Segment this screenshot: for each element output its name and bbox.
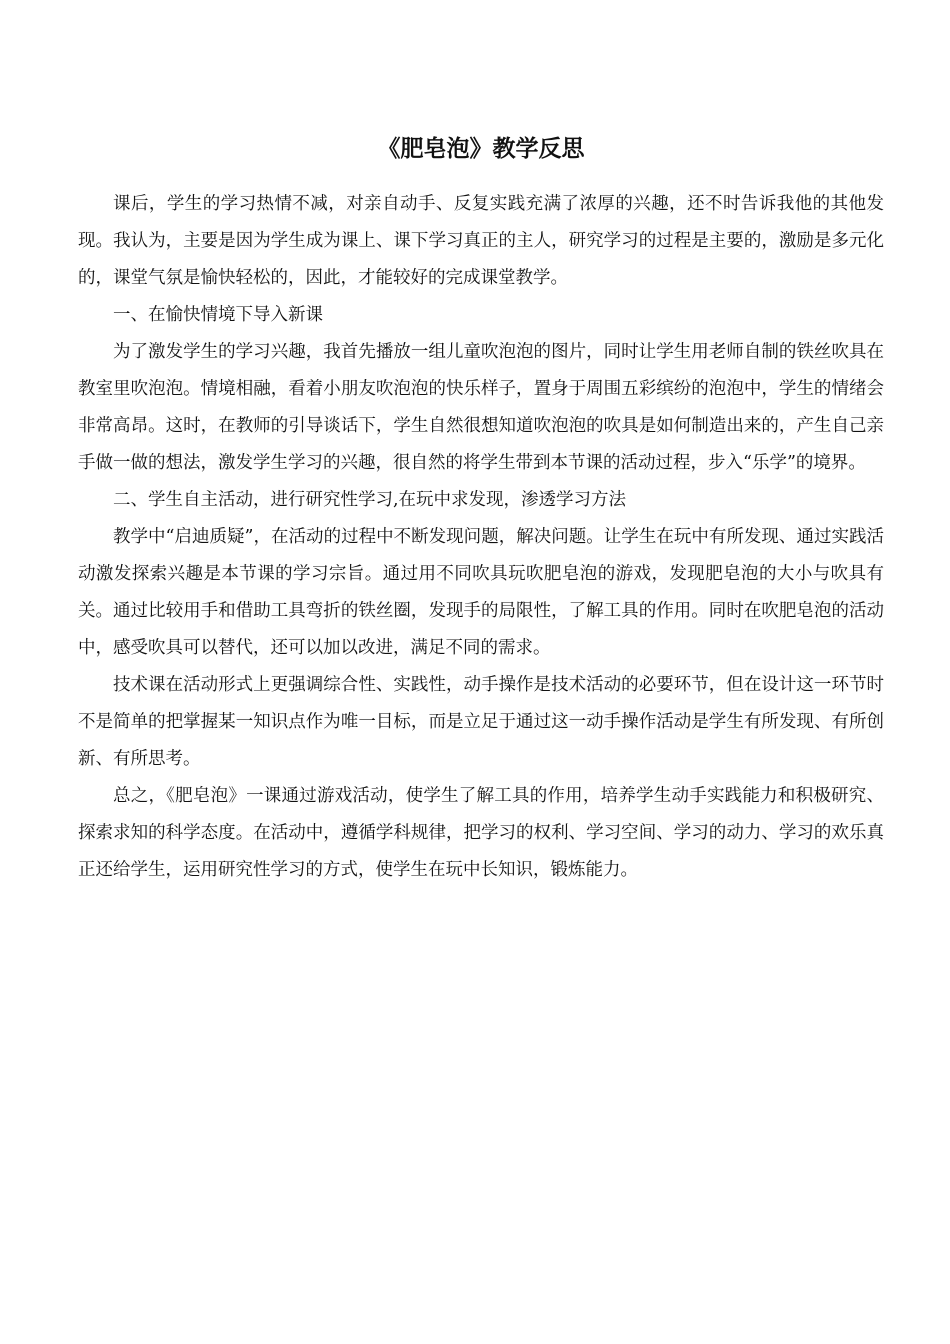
document-title: 《肥皂泡》教学反思 [377,136,585,162]
document-body [78,128,884,889]
paragraph-technology: 技术课在活动形式上更强调综合性、实践性，动手操作是技术活动的必要环节，但在设计这一环节时不是简单的把掌握某一知识点作为唯一目标，而是立足于通过这一动手操作活动是学生有所发现、有所创新、有所思考。 [78,675,884,769]
paragraph-conclusion: 总之，《肥皂泡》一课通过游戏活动，使学生了解工具的作用，培养学生动手实践能力和积极研究、探索求知的科学态度。在活动中，遵循学科规律，把学习的权利、学习空间、学习的动力、学习的欢乐真正还给学生，运用研究性学习的方式，使学生在玩中长知识，锻炼能力。 [78,786,884,880]
paragraph-section-2: 教学中“启迪质疑”，在活动的过程中不断发现问题，解决问题。让学生在玩中有所发现、通过实践活动激发探索兴趣是本节课的学习宗旨。通过用不同吹具玩吹肥皂泡的游戏，发现肥皂泡的大小与吹具有关。通过比较用手和借助工具弯折的铁丝圈，发现手的局限性，了解工具的作用。同时在吹肥皂泡的活动中，感受吹具可以替代，还可以加以改进，满足不同的需求。 [78,527,884,658]
section-heading-2: 二、学生自主活动，进行研究性学习,在玩中求发现，渗透学习方法 [113,490,627,510]
section-heading-1: 一、在愉快情境下导入新课 [113,305,323,325]
paragraph-intro: 课后，学生的学习热情不减，对亲自动手、反复实践充满了浓厚的兴趣，还不时告诉我他的其他发现。我认为，主要是因为学生成为课上、课下学习真正的主人，研究学习的过程是主要的，激励是多元化的，课堂气氛是愉快轻松的，因此，才能较好的完成课堂教学。 [78,194,884,288]
paragraph-section-1: 为了激发学生的学习兴趣，我首先播放一组儿童吹泡泡的图片，同时让学生用老师自制的铁丝吹具在教室里吹泡泡。情境相融，看着小朋友吹泡泡的快乐样子，置身于周围五彩缤纷的泡泡中，学生的情绪会非常高昂。这时，在教师的引导谈话下，学生自然很想知道吹泡泡的吹具是如何制造出来的，产生自己亲手做一做的想法，激发学生学习的兴趣，很自然的将学生带到本节课的活动过程，步入“乐学”的境界。 [78,342,884,473]
